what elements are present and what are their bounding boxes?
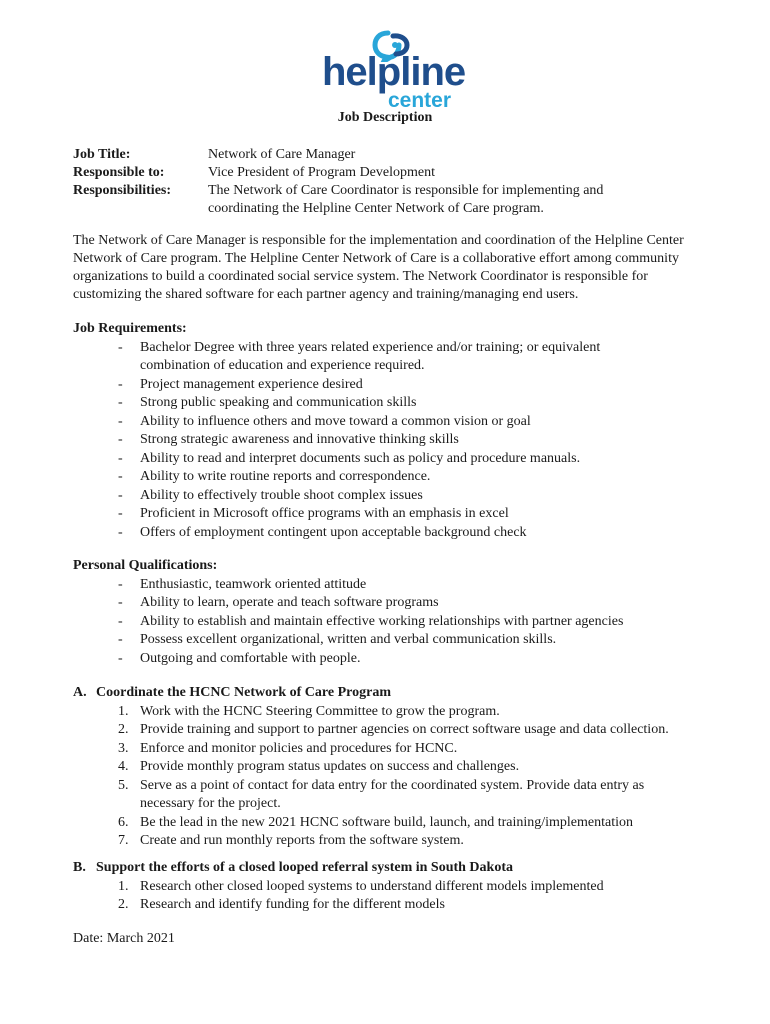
section-letter: A. [73,685,87,700]
list-item: - Strong strategic awareness and innovative thinking skills [118,431,713,450]
list-item: - Ability to write routine reports and correspondence. [118,468,713,487]
helpline-center-logo [318,30,468,112]
document-title: Job Description [337,110,433,125]
list-item: - Ability to effectively trouble shoot complex issues [118,487,713,506]
list-item: - Bachelor Degree with three years related experience and/or training; or equivalent combination of education and experience required. [118,339,650,376]
job-meta [73,146,648,218]
logo-word-center: center [388,89,452,112]
section-b-list [73,878,713,915]
list-item: - Strong public speaking and communication skills [118,394,713,413]
section-heading: Job Requirements: [73,321,187,336]
list-item: 4. Provide monthly program status updates on success and challenges. [118,759,520,774]
meta-value: The Network of Care Coordinator is responsible for implementing and coordinating the Helpline Center Network of Care program. [208,183,604,216]
document-date: Date: March 2021 [73,931,175,946]
list-item: 3. Enforce and monitor policies and procedures for HCNC. [118,740,458,756]
list-item: 7. Create and run monthly reports from the software system. [118,833,464,848]
list-item: 2. Provide training and support to partner agencies on correct software usage and data collection. [118,722,669,737]
meta-row-job-title [73,146,648,164]
meta-label: Responsible to: [73,165,165,180]
list-item: - Enthusiastic, teamwork oriented attitude [118,576,713,595]
list-item: - Ability to read and interpret documents such as policy and procedure manuals. [118,450,713,469]
logo-word-helpline: helpline [322,50,466,94]
list-item: 5. Serve as a point of contact for data entry for the coordinated system. Provide data entry as necessary for the project. [118,777,645,811]
meta-value: Network of Care Manager [208,147,356,162]
requirements-list [73,339,713,543]
list-item: 1. Research other closed looped systems to understand different models implemented [118,878,604,894]
section-letter: B. [73,860,86,875]
meta-label: Job Title: [73,147,131,162]
section-title: Coordinate the HCNC Network of Care Program [96,685,391,700]
section-a [73,684,713,851]
list-item: - Ability to influence others and move toward a common vision or goal [118,413,713,432]
list-item: 6. Be the lead in the new 2021 HCNC software build, launch, and training/implementation [118,814,634,830]
qualifications-list [73,576,713,669]
meta-row-responsible-to [73,164,648,182]
section-heading: Personal Qualifications: [73,558,218,573]
list-item: - Ability to establish and maintain effective working relationships with partner agencies [118,613,713,632]
section-heading [73,684,713,703]
list-item: 2. Research and identify funding for the different models [118,897,445,912]
list-item: - Proficient in Microsoft office programs with an emphasis in excel [118,505,713,524]
list-item: - Possess excellent organizational, written and verbal communication skills. [118,631,713,650]
job-requirements-section [73,320,713,542]
list-item: - Offers of employment contingent upon acceptable background check [118,524,713,543]
list-item: - Ability to learn, operate and teach software programs [118,594,713,613]
meta-value: Vice President of Program Development [208,165,435,180]
section-heading [73,859,713,878]
meta-label: Responsibilities: [73,183,172,198]
list-item: - Outgoing and comfortable with people. [118,650,713,669]
section-b [73,859,713,915]
section-title: Support the efforts of a closed looped referral system in South Dakota [96,860,513,875]
section-a-list [73,703,713,851]
intro-paragraph: The Network of Care Manager is responsible for the implementation and coordination of the Helpline Center Network of Care program. The Helpline Center Network of Care is a collaborative effort among community organizations to build a coordinated social service system. The Network Coordinator is responsible for customizing the shared software for each partner agency and training/managing end users. [73,233,684,302]
list-item: 1. Work with the HCNC Steering Committee to grow the program. [118,703,500,719]
list-item: - Project management experience desired [118,376,713,395]
meta-row-responsibilities [73,182,648,218]
personal-qualifications-section [73,557,713,668]
